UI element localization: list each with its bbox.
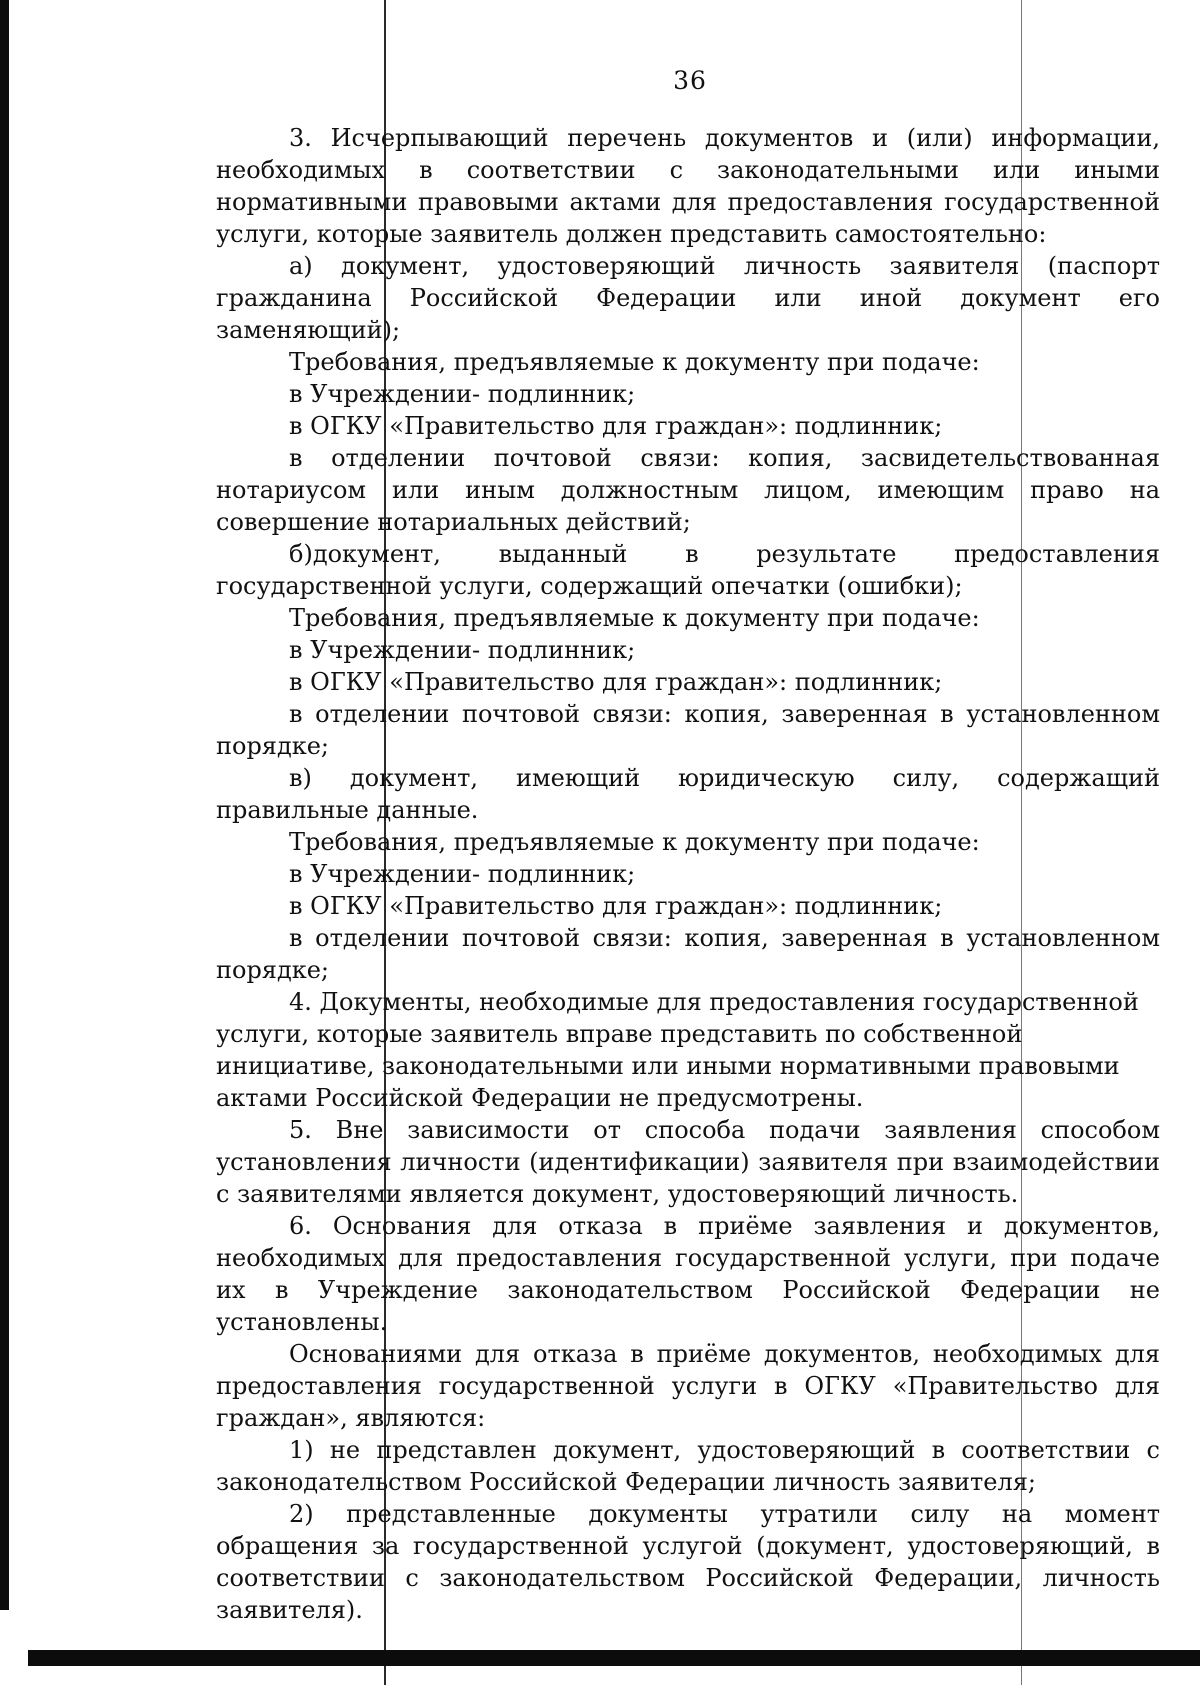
requirements-heading: Требования, предъявляемые к документу при подаче: — [289, 604, 980, 632]
paragraph-refusal-grounds: Основаниями для отказа в приёме документов, необходимых для предоставления государственной услуги в ОГКУ «Правительство для граждан», являются: — [216, 1340, 1160, 1432]
requirement-line: в ОГКУ «Правительство для граждан»: подлинник; — [289, 892, 943, 920]
requirement-line: в отделении почтовой связи: копия, заверенная в установленном порядке; — [216, 700, 1160, 760]
paragraph-sub-v: в) документ, имеющий юридическую силу, содержащий правильные данные. — [216, 764, 1160, 824]
requirement-line: в ОГКУ «Правительство для граждан»: подлинник; — [289, 412, 943, 440]
requirement-line: в Учреждении- подлинник; — [289, 636, 636, 664]
requirement-line: в отделении почтовой связи: копия, засвидетельствованная нотариусом или иным должностным лицом, имеющим право на совершение нотариальных действий; — [216, 444, 1160, 536]
requirements-heading: Требования, предъявляемые к документу при подаче: — [289, 828, 980, 856]
scan-edge-left — [0, 0, 9, 1610]
page-number: 36 — [673, 66, 707, 95]
paragraph-item-5: 5. Вне зависимости от способа подачи заявления способом установления личности (идентификации) заявителя при взаимодействии с заявителями является документ, удостоверяющий личность. — [216, 1116, 1160, 1208]
refusal-ground-2: 2) представленные документы утратили силу на момент обращения за государственной услугой (документ, удостоверяющий, в соответствии с законодательством Российской Федерации, личность заявителя). — [216, 1500, 1160, 1624]
paragraph-item-4: 4. Документы, необходимые для предоставления государственной услуги, которые заявитель вправе представить по собственной инициативе, законодательными или иными нормативными правовыми актами Российской Федерации не предусмотрены. — [216, 988, 1139, 1112]
paragraph-sub-a: а) документ, удостоверяющий личность заявителя (паспорт гражданина Российской Федерации или иной документ его заменяющий); — [216, 252, 1160, 344]
paragraph-sub-b: б)документ, выданный в результате предоставления государственной услуги, содержащий опечатки (ошибки); — [216, 540, 1160, 600]
requirement-line: в ОГКУ «Правительство для граждан»: подлинник; — [289, 668, 943, 696]
scan-edge-bottom — [28, 1650, 1200, 1666]
paragraph-item-3: 3. Исчерпывающий перечень документов и (или) информации, необходимых в соответствии с законодательными или иными нормативными правовыми актами для предоставления государственной услуги, которые заявитель должен представить самостоятельно: — [216, 124, 1160, 248]
requirement-line: в Учреждении- подлинник; — [289, 380, 636, 408]
requirement-line: в Учреждении- подлинник; — [289, 860, 636, 888]
paragraph-item-6: 6. Основания для отказа в приёме заявления и документов, необходимых для предоставления государственной услуги, при подаче их в Учреждение законодательством Российской Федерации не установлены. — [216, 1212, 1160, 1336]
refusal-ground-1: 1) не представлен документ, удостоверяющий в соответствии с законодательством Российской Федерации личность заявителя; — [216, 1436, 1160, 1496]
requirements-heading: Требования, предъявляемые к документу при подаче: — [289, 348, 980, 376]
document-body — [216, 122, 1160, 1626]
requirement-line: в отделении почтовой связи: копия, заверенная в установленном порядке; — [216, 924, 1160, 984]
